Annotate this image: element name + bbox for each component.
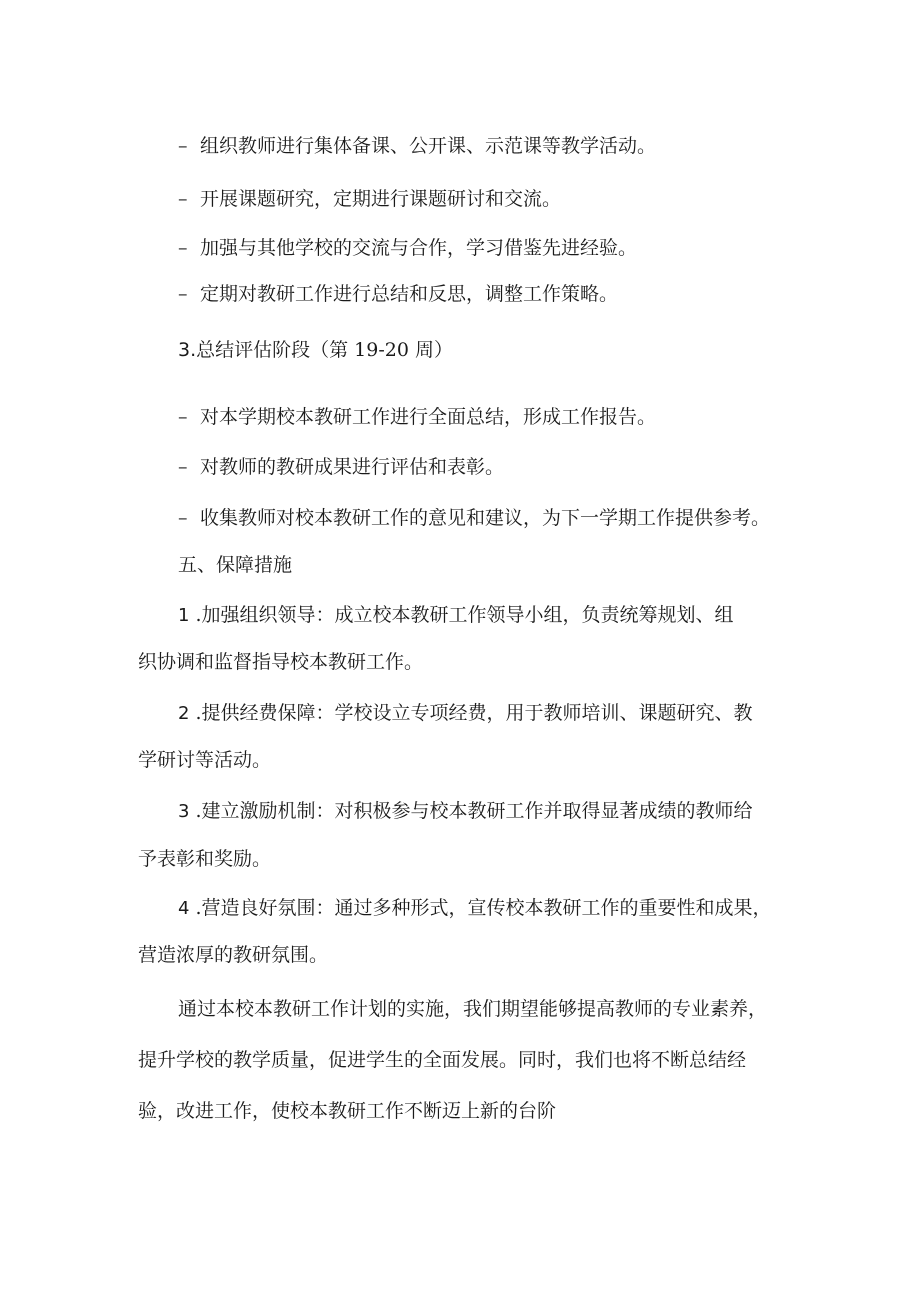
stage-heading xyxy=(178,338,453,362)
bullet-item xyxy=(178,405,656,429)
bullet-item xyxy=(178,506,770,530)
bullet-item xyxy=(178,134,656,158)
measure-number: 1 xyxy=(178,605,190,626)
bullet-item xyxy=(178,236,637,260)
section-heading: 五、保障措施 xyxy=(178,554,293,576)
bullet-text: 组织教师进行集体备课、公开课、示范课等教学活动。 xyxy=(200,135,657,157)
bullet-marker: – xyxy=(178,507,188,529)
stage-title: 总结评估阶段（第 19-20 周） xyxy=(196,339,453,361)
measure-item-line1 xyxy=(178,701,753,726)
bullet-marker: – xyxy=(178,283,188,305)
conclusion-line: 通过本校本教研工作计划的实施，我们期望能够提高教师的专业素养， xyxy=(178,998,768,1020)
bullet-text: 开展课题研究，定期进行课题研讨和交流。 xyxy=(200,188,562,210)
measure-number: 2 xyxy=(178,703,190,724)
measure-text: .建立激励机制：对积极参与校本教研工作并取得显著成绩的教师给 xyxy=(189,800,753,822)
bullet-text: 对本学期校本教研工作进行全面总结，形成工作报告。 xyxy=(200,406,657,428)
measure-number: 3 xyxy=(178,801,190,822)
bullet-text: 定期对教研工作进行总结和反思，调整工作策略。 xyxy=(200,283,619,305)
bullet-marker: – xyxy=(178,406,188,428)
bullet-marker: – xyxy=(178,237,188,259)
measure-item-line2: 织协调和监督指导校本教研工作。 xyxy=(138,651,424,673)
measure-item-line1 xyxy=(178,603,734,628)
measure-text: .营造良好氛围：通过多种形式，宣传校本教研工作的重要性和成果， xyxy=(189,897,772,919)
bullet-marker: – xyxy=(178,135,188,157)
bullet-item xyxy=(178,455,504,479)
measure-item-line1 xyxy=(178,799,753,824)
bullet-marker: – xyxy=(178,456,188,478)
conclusion-line: 验，改进工作，使校本教研工作不断迈上新的台阶 xyxy=(138,1100,557,1122)
measure-text: .加强组织领导：成立校本教研工作领导小组，负责统筹规划、组 xyxy=(189,604,734,626)
bullet-item xyxy=(178,187,561,211)
bullet-item xyxy=(178,282,618,306)
stage-number: 3. xyxy=(178,339,197,361)
measure-item-line1 xyxy=(178,896,772,921)
measure-item-line2: 予表彰和奖励。 xyxy=(138,848,272,870)
measure-item-line2: 营造浓厚的教研氛围。 xyxy=(138,944,329,966)
measure-text: .提供经费保障：学校设立专项经费，用于教师培训、课题研究、教 xyxy=(189,702,753,724)
measure-number: 4 xyxy=(178,898,190,919)
conclusion-line: 提升学校的教学质量，促进学生的全面发展。同时，我们也将不断总结经 xyxy=(138,1049,747,1071)
bullet-text: 对教师的教研成果进行评估和表彰。 xyxy=(200,456,505,478)
bullet-marker: – xyxy=(178,188,188,210)
bullet-text: 加强与其他学校的交流与合作，学习借鉴先进经验。 xyxy=(200,237,638,259)
bullet-text: 收集教师对校本教研工作的意见和建议，为下一学期工作提供参考。 xyxy=(200,507,771,529)
measure-item-line2: 学研讨等活动。 xyxy=(138,749,272,771)
